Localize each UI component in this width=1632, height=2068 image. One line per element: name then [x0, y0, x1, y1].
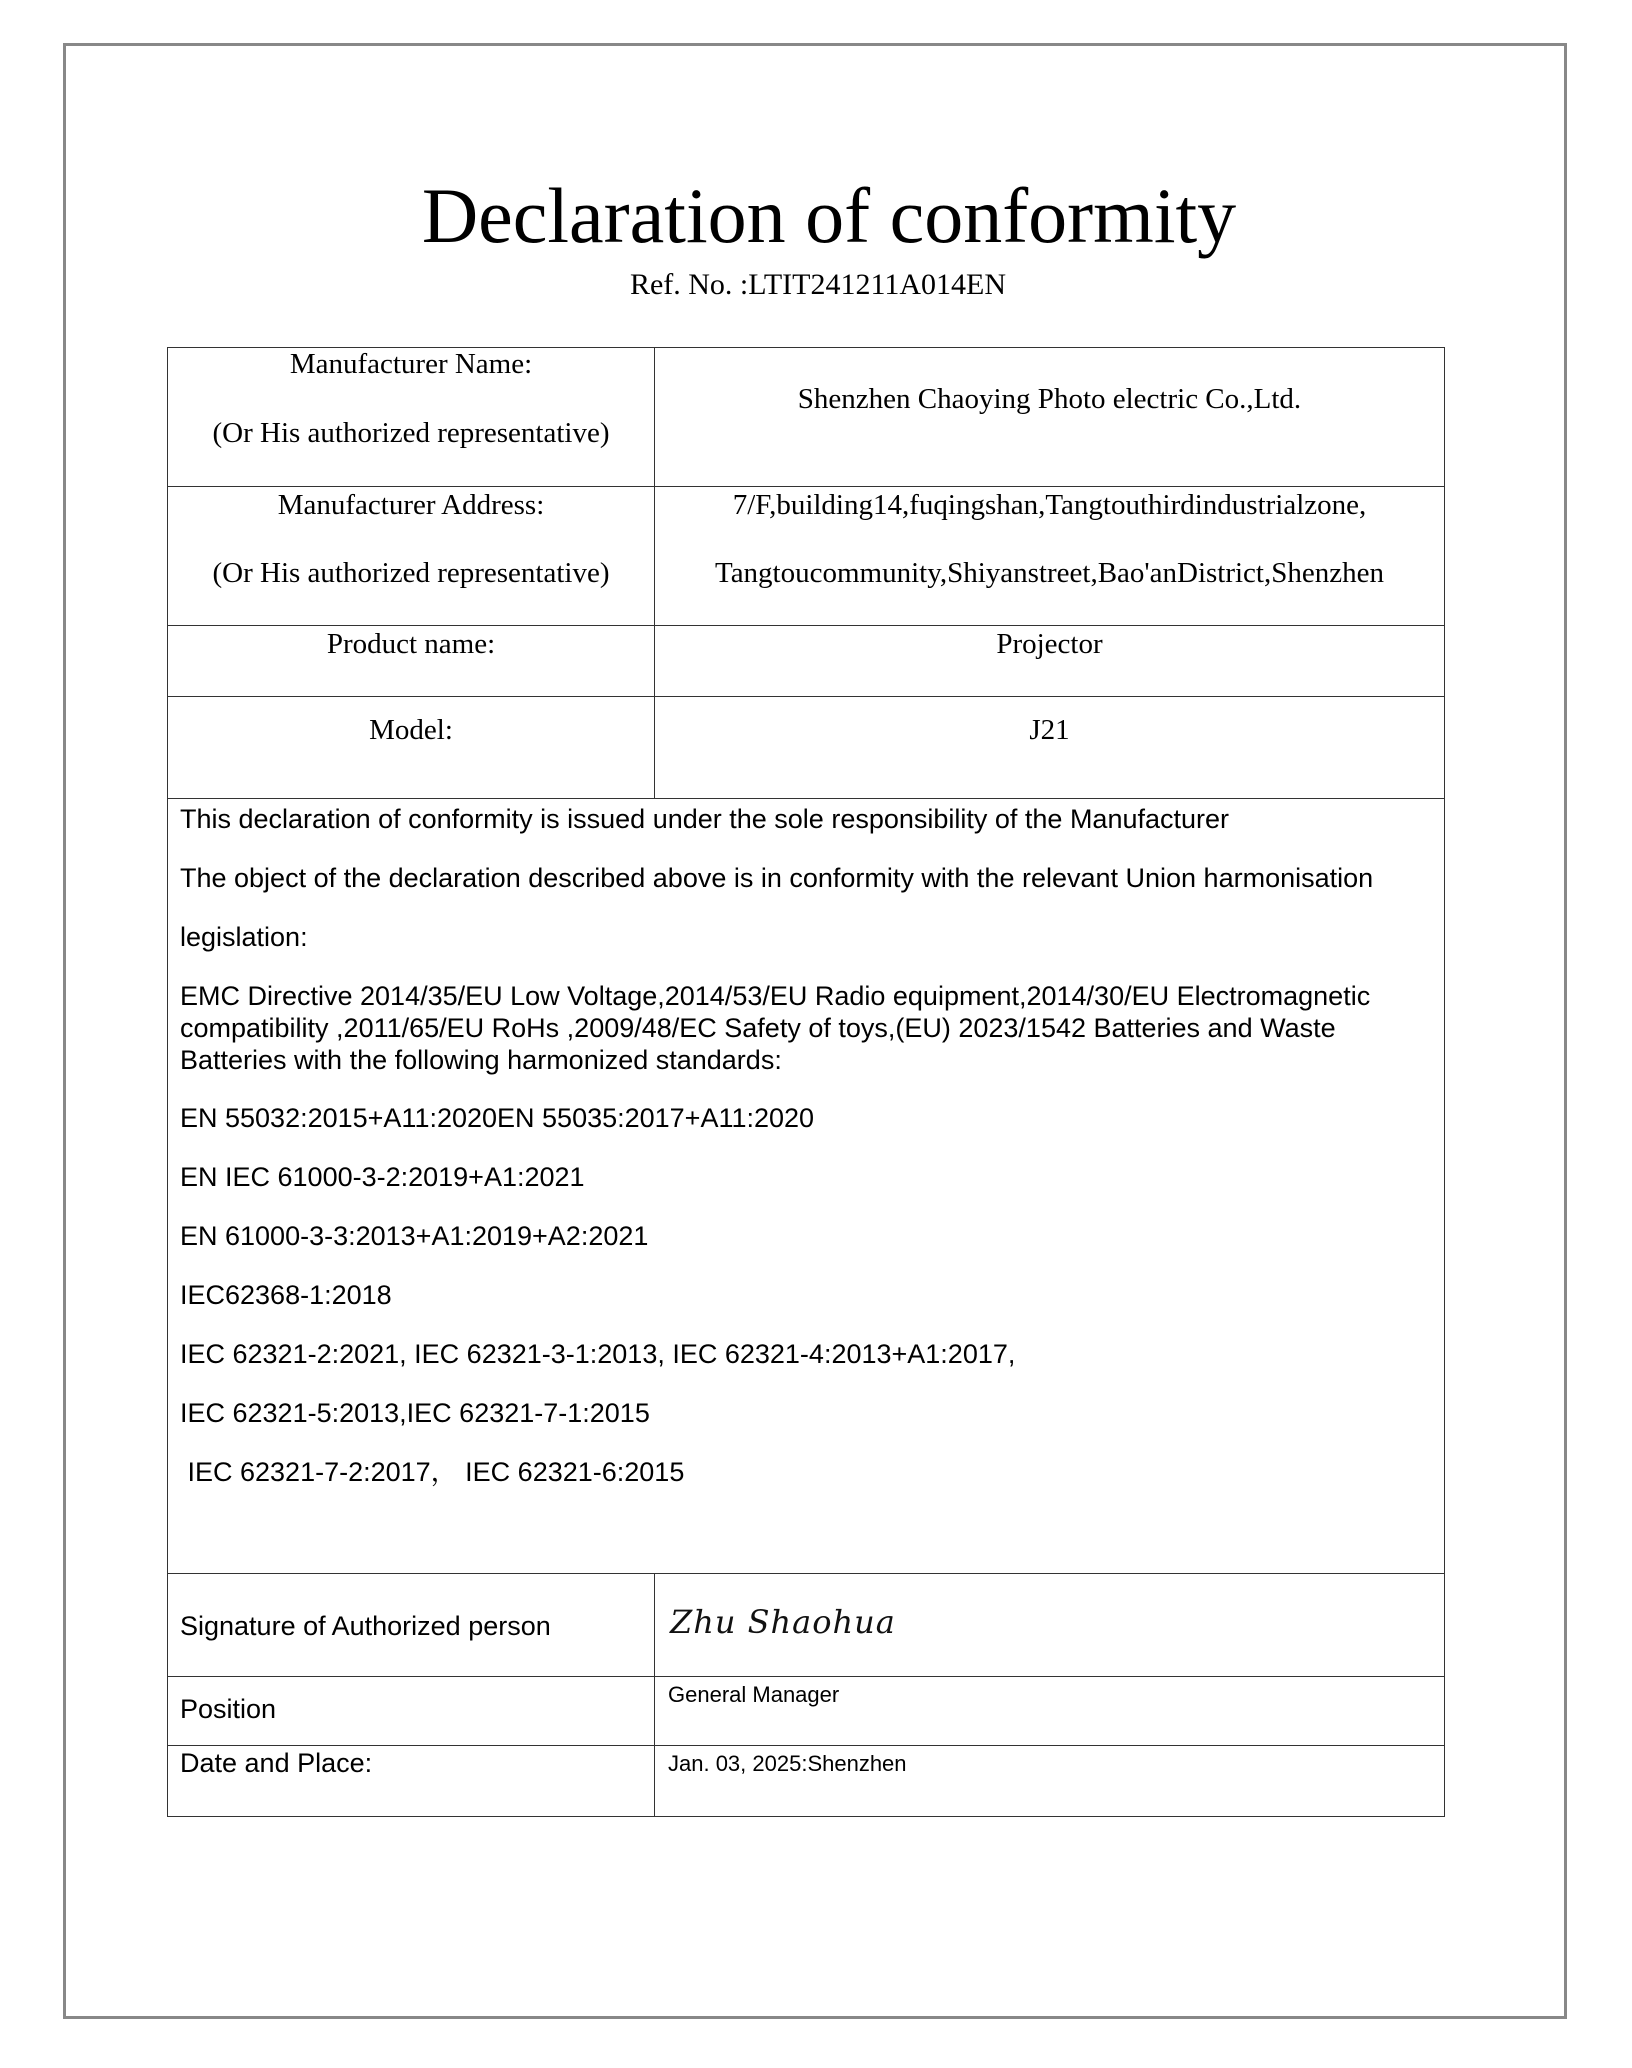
date-place-label: Date and Place: — [180, 1748, 373, 1778]
directives-line-3: Batteries with the following harmonized standards: — [180, 1045, 782, 1075]
manufacturer-name-label: Manufacturer Name: — [289, 348, 533, 380]
signature-label: Signature of Authorized person — [180, 1611, 551, 1641]
signature-row — [168, 1574, 1445, 1677]
standard-item: IEC 62321-5:2013,IEC 62321-7-1:2015 — [180, 1398, 650, 1428]
manufacturer-name-row — [168, 348, 1445, 487]
declaration-statement-2-line-1: The object of the declaration described above is in conformity with the relevant Union harmonisation — [180, 863, 1374, 893]
manufacturer-address-line2: Tangtoucommunity,Shiyanstreet,Bao'anDistrict,Shenzhen — [715, 557, 1384, 589]
declaration-body-row — [168, 799, 1445, 1574]
standard-item: EN 61000-3-3:2013+A1:2019+A2:2021 — [180, 1221, 649, 1251]
reference-number: Ref. No. :LTIT241211A014EN — [629, 268, 1007, 301]
position-label: Position — [180, 1694, 277, 1724]
model-label-cell — [168, 697, 655, 799]
product-name-label: Product name: — [326, 628, 496, 660]
manufacturer-name-value: Shenzhen Chaoying Photo electric Co.,Ltd. — [797, 383, 1302, 415]
signature-label-cell — [168, 1574, 655, 1677]
date-place-row — [168, 1746, 1445, 1817]
position-value-cell — [655, 1677, 1445, 1746]
standard-item: IEC 62321-7-2:2017， IEC 62321-6:2015 — [180, 1457, 685, 1487]
product-name-label-cell — [168, 626, 655, 697]
manufacturer-name-value-cell — [655, 348, 1445, 487]
manufacturer-address-value-cell — [655, 487, 1445, 626]
directives-line-1: EMC Directive 2014/35/EU Low Voltage,2014/53/EU Radio equipment,2014/30/EU Electromagnetic — [180, 981, 1371, 1011]
declaration-body-cell — [168, 799, 1445, 1574]
manufacturer-address-sublabel: (Or His authorized representative) — [212, 557, 610, 589]
declaration-statement-2-line-2: legislation: — [180, 922, 308, 952]
manufacturer-address-label-cell — [168, 487, 655, 626]
declaration-table — [167, 347, 1445, 1817]
standard-item: IEC 62321-2:2021, IEC 62321-3-1:2013, IEC 62321-4:2013+A1:2017, — [180, 1339, 1016, 1369]
model-value: J21 — [1029, 714, 1070, 746]
model-row — [168, 697, 1445, 799]
date-place-value: Jan. 03, 2025:Shenzhen — [668, 1751, 907, 1776]
position-label-cell — [168, 1677, 655, 1746]
manufacturer-address-row — [168, 487, 1445, 626]
product-name-row — [168, 626, 1445, 697]
manufacturer-name-sublabel: (Or His authorized representative) — [212, 417, 610, 449]
signature-value-cell — [655, 1574, 1445, 1677]
manufacturer-address-line1: 7/F,building14,fuqingshan,Tangtouthirdindustrialzone, — [732, 489, 1367, 521]
standard-item: EN 55032:2015+A11:2020EN 55035:2017+A11:2020 — [180, 1103, 815, 1133]
date-place-label-cell — [168, 1746, 655, 1817]
signature-handwritten: Zhu Shaohua — [670, 1603, 896, 1641]
manufacturer-address-label: Manufacturer Address: — [277, 489, 545, 521]
directives-line-2: compatibility ,2011/65/EU RoHs ,2009/48/EC Safety of toys,(EU) 2023/1542 Batteries and Waste — [180, 1013, 1336, 1043]
model-label: Model: — [369, 714, 453, 746]
position-value: General Manager — [668, 1682, 840, 1707]
standard-item: IEC62368-1:2018 — [180, 1280, 392, 1310]
model-value-cell — [655, 697, 1445, 799]
product-name-value: Projector — [996, 628, 1103, 660]
declaration-statement-1: This declaration of conformity is issued under the sole responsibility of the Manufacturer — [180, 804, 1230, 834]
manufacturer-name-label-cell — [168, 348, 655, 487]
date-place-value-cell — [655, 1746, 1445, 1817]
standard-item: EN IEC 61000-3-2:2019+A1:2021 — [180, 1162, 585, 1192]
product-name-value-cell — [655, 626, 1445, 697]
document-title: Declaration of conformity — [421, 172, 1237, 259]
position-row — [168, 1677, 1445, 1746]
